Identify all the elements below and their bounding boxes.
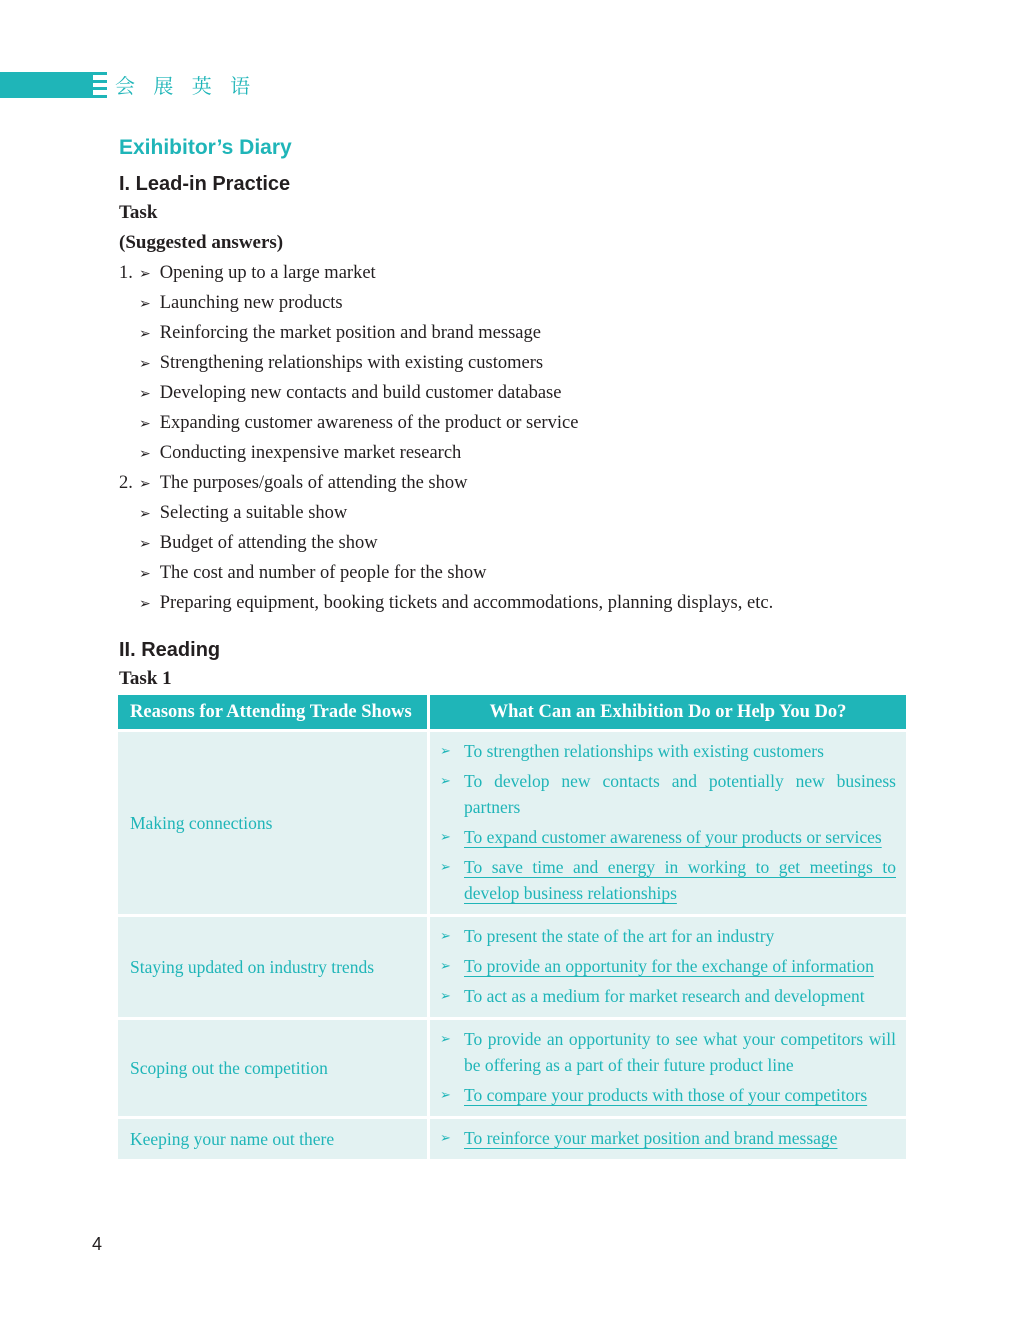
list-item: ➢ To strengthen relationships with existing customers [440,738,896,764]
book-title: 会 展 英 语 [115,74,257,98]
list-item: ➢ Developing new contacts and build customer database [139,383,562,403]
arrowhead-bullet-icon: ➢ [139,537,151,552]
arrowhead-bullet-icon: ➢ [139,597,151,612]
arrowhead-bullet-icon: ➢ [139,447,151,462]
arrowhead-bullet-icon: ➢ [440,859,451,874]
list-item: ➢ Preparing equipment, booking tickets and accommodations, planning displays, etc. [139,593,774,613]
page-number: 4 [92,1234,103,1254]
arrowhead-bullet-icon: ➢ [440,928,451,943]
items-cell [430,1017,906,1116]
list-item: ➢ To compare your products with those of your competitors [440,1082,896,1108]
table-row [118,1017,906,1116]
arrowhead-bullet-icon: ➢ [440,988,451,1003]
list-item: ➢ Budget of attending the show [139,533,378,553]
reason-cell: Staying updated on industry trends [118,914,430,1017]
list-item: ➢ To present the state of the art for an industry [440,923,896,949]
list-item: ➢ To develop new contacts and potentially new business partners [440,768,896,820]
list-item: ➢ To act as a medium for market research and development [440,983,896,1009]
table-row [118,1116,906,1159]
list-item: ➢ Selecting a suitable show [139,503,348,523]
list-item: ➢ To save time and energy in working to get meetings to develop business relationships [440,854,896,906]
part2-task-label: Task 1 [119,668,172,689]
suggested-answers-label: (Suggested answers) [119,232,284,253]
table-header-reasons: Reasons for Attending Trade Shows [118,695,430,729]
arrowhead-bullet-icon: ➢ [440,1031,451,1046]
arrowhead-bullet-icon: ➢ [440,958,451,973]
section-title: Exihibitor’s Diary [119,136,292,159]
table-header-row [118,695,906,729]
part2-heading: II. Reading [119,639,221,661]
arrowhead-bullet-icon: ➢ [139,567,151,582]
items-cell [430,729,906,914]
arrowhead-bullet-icon: ➢ [440,773,451,788]
list-item: ➢ Conducting inexpensive market research [139,443,462,463]
arrowhead-bullet-icon: ➢ [139,327,151,342]
table-row [118,914,906,1017]
arrowhead-bullet-icon: ➢ [139,267,151,282]
table-header-exhibition: What Can an Exhibition Do or Help You Do? [430,695,906,729]
arrowhead-bullet-icon: ➢ [139,477,151,492]
q2-number: 2. [119,473,133,493]
part1-heading: I. Lead-in Practice [119,173,291,195]
arrowhead-bullet-icon: ➢ [440,743,451,758]
items-cell [430,1116,906,1159]
items-cell [430,914,906,1017]
reason-cell: Making connections [118,729,430,914]
list-item: ➢ Expanding customer awareness of the product or service [139,413,579,433]
list-item: ➢ The cost and number of people for the show [139,563,487,583]
arrowhead-bullet-icon: ➢ [139,387,151,402]
reason-cell: Keeping your name out there [118,1116,430,1159]
list-item: ➢ The purposes/goals of attending the show [139,473,468,493]
arrowhead-bullet-icon: ➢ [139,417,151,432]
list-item: ➢ Reinforcing the market position and brand message [139,323,541,343]
list-item: ➢ To provide an opportunity to see what your competitors will be offering as a part of their future product line [440,1026,896,1078]
list-item: ➢ Opening up to a large market [139,263,376,283]
reason-cell: Scoping out the competition [118,1017,430,1116]
arrowhead-bullet-icon: ➢ [139,357,151,372]
arrowhead-bullet-icon: ➢ [440,829,451,844]
list-item: ➢ To provide an opportunity for the exchange of information [440,953,896,979]
arrowhead-bullet-icon: ➢ [139,297,151,312]
arrowhead-bullet-icon: ➢ [440,1087,451,1102]
list-item: ➢ To reinforce your market position and brand message [440,1125,896,1151]
arrowhead-bullet-icon: ➢ [440,1130,451,1145]
header-lines-icon [93,72,107,98]
list-item: ➢ Launching new products [139,293,343,313]
table-row [118,729,906,914]
q1-number: 1. [119,263,133,283]
reasons-table [118,695,906,1159]
list-item: ➢ Strengthening relationships with existing customers [139,353,544,373]
arrowhead-bullet-icon: ➢ [139,507,151,522]
part1-task-label: Task [119,202,158,223]
header-accent-bar [0,72,93,98]
list-item: ➢ To expand customer awareness of your products or services [440,824,896,850]
